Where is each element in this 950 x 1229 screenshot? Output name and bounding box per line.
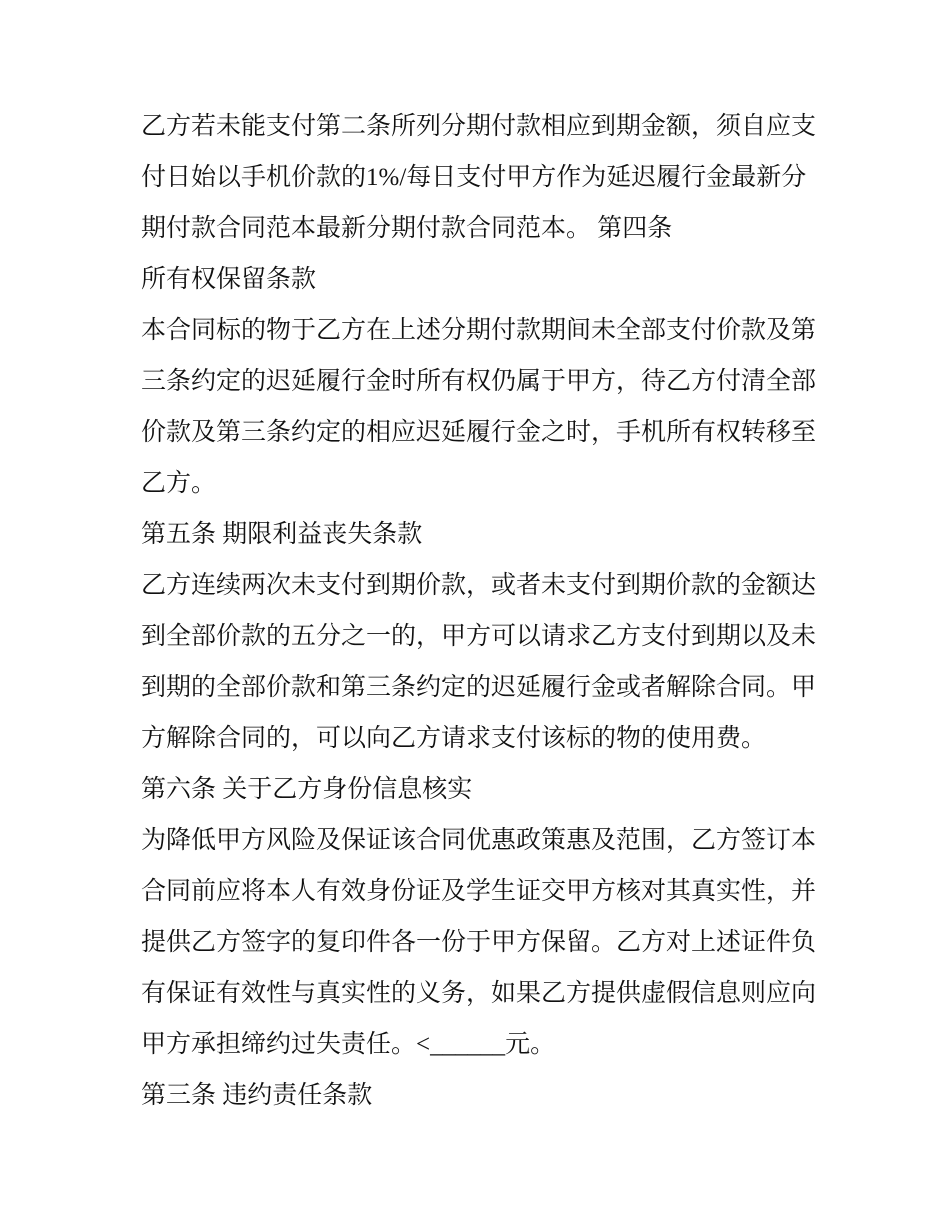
contract-text-line: 本合同标的物于乙方在上述分期付款期间未全部支付价款及第 <box>141 317 817 344</box>
contract-text-line: 到全部价款的五分之一的，甲方可以请求乙方支付到期以及未 <box>141 623 817 650</box>
contract-text-line: 到期的全部价款和第三条约定的迟延履行金或者解除合同。甲 <box>141 674 817 701</box>
contract-text-line: 乙方。 <box>141 470 217 497</box>
contract-text-line: 所有权保留条款 <box>141 266 317 293</box>
contract-text-line: 第六条 关于乙方身份信息核实 <box>141 776 473 803</box>
contract-text-line: 提供乙方签字的复印件各一份于甲方保留。乙方对上述证件负 <box>141 929 817 956</box>
contract-text-line: 有保证有效性与真实性的义务，如果乙方提供虚假信息则应向 <box>141 980 817 1007</box>
contract-text-line: 乙方若未能支付第二条所列分期付款相应到期金额，须自应支 <box>141 113 817 140</box>
contract-text-line: 甲方承担缔约过失责任。<______元。 <box>141 1031 556 1058</box>
contract-text-line: 付日始以手机价款的1%/每日支付甲方作为延迟履行金最新分 <box>141 164 807 191</box>
contract-text-line: 第五条 期限利益丧失条款 <box>141 521 423 548</box>
contract-text-line: 乙方连续两次未支付到期价款，或者未支付到期价款的金额达 <box>141 572 817 599</box>
contract-text-line: 方解除合同的，可以向乙方请求支付该标的物的使用费。 <box>141 725 767 752</box>
contract-text-line: 为降低甲方风险及保证该合同优惠政策惠及范围，乙方签订本 <box>141 827 817 854</box>
document-body <box>141 101 830 1121</box>
contract-text-line: 期付款合同范本最新分期付款合同范本。 第四条 <box>141 215 673 242</box>
contract-text-line: 三条约定的迟延履行金时所有权仍属于甲方，待乙方付清全部 <box>141 368 817 395</box>
contract-text-line: 第三条 违约责任条款 <box>141 1082 373 1109</box>
contract-text-line: 合同前应将本人有效身份证及学生证交甲方核对其真实性，并 <box>141 878 817 905</box>
contract-text-line: 价款及第三条约定的相应迟延履行金之时，手机所有权转移至 <box>141 419 817 446</box>
